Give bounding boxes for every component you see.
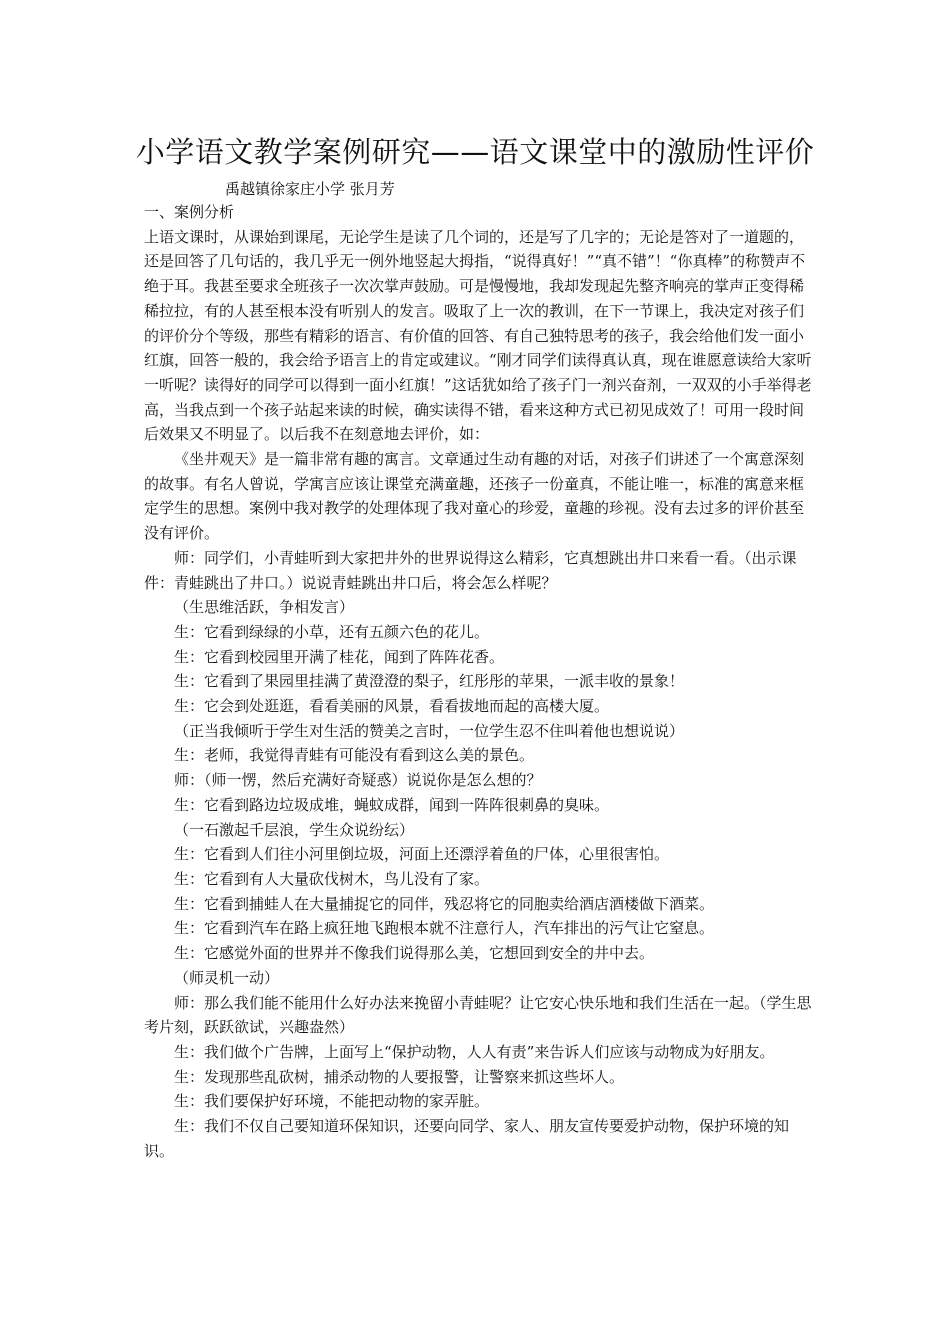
body-paragraph: 上语文课时，从课始到课尾，无论学生是读了几个词的，还是写了几字的；无论是答对了一道题的，还是回答了几句话的，我几乎无一例外地竖起大拇指，“说得真好！”“真不错”！“你真棒”的称赞声不绝于耳。我甚至要求全班孩子一次次掌声鼓励。可是慢慢地，我却发现起先整齐响亮的掌声正变得稀稀拉拉，有的人甚至根本没有听别人的发言。吸取了上一次的教训，在下一节课上，我决定对孩子们的评价分个等级，那些有精彩的语言、有价值的回答、有自己独特思考的孩子，我会给他们发一面小红旗，回答一般的，我会给予语言上的肯定或建议。“刚才同学们读得真认真，现在谁愿意读给大家听一听呢？读得好的同学可以得到一面小红旗！”这话犹如给了孩子门一剂兴奋剂，一双双的小手举得老高，当我点到一个孩子站起来读的时候，确实读得不错，看来这种方式已初见成效了！可用一段时间后效果又不明显了。以后我不在刻意地去评价，如： (144, 227, 812, 444)
body-paragraph: 生：我们不仅自己要知道环保知识，还要向同学、家人、朋友宣传要爱护动物，保护环境的知识。 (144, 1117, 790, 1160)
body-paragraph: 生：它看到捕蛙人在大量捕捉它的同伴，残忍将它的同胞卖给酒店酒楼做下酒菜。 (174, 894, 715, 913)
body-paragraph: 生：它看到了果园里挂满了黄澄澄的梨子，红彤彤的苹果，一派丰收的景象！ (174, 672, 685, 691)
section-heading: 一、案例分析 (144, 203, 235, 221)
author-line: 禹越镇徐家庄小学 张月芳 (225, 180, 395, 198)
document-title: 小学语文教学案例研究——语文课堂中的激励性评价 (135, 135, 815, 169)
body-paragraph: 生：发现那些乱砍树，捕杀动物的人要报警，让警察来抓这些坏人。 (174, 1067, 625, 1086)
body-paragraph: 生：它看到路边垃圾成堆，蝇蚊成群，闻到一阵阵很刺鼻的臭味。 (174, 795, 610, 814)
body-paragraph: 生：它看到校园里开满了桂花，闻到了阵阵花香。 (174, 647, 505, 666)
body-paragraph: （生思维活跃，争相发言） (174, 598, 355, 617)
body-paragraph: （正当我倾听于学生对生活的赞美之言时，一位学生忍不住叫着他也想说说） (174, 721, 685, 740)
body-paragraph: 《坐井观天》是一篇非常有趣的寓言。文章通过生动有趣的对话，对孩子们讲述了一个寓意深刻的故事。有名人曾说，学寓言应该让课堂充满童趣，还孩子一份童真，不能让唯一，标准的寓意来框定学生的思想。案例中我对教学的处理体现了我对童心的珍爱，童趣的珍视。没有去过多的评价甚至没有评价。 (144, 450, 805, 543)
body-paragraph: 生：它会到处逛逛，看看美丽的风景，看看拔地而起的高楼大厦。 (174, 697, 610, 716)
body-paragraph: 师：同学们，小青蛙听到大家把井外的世界说得这么精彩，它真想跳出井口来看一看。（出示课件：青蛙跳出了井口。）说说青蛙跳出井口后，将会怎么样呢？ (144, 548, 797, 592)
body-paragraph: 生：老师，我觉得青蛙有可能没有看到这么美的景色。 (174, 746, 535, 765)
body-paragraph: 生：它看到汽车在路上疯狂地飞跑根本就不注意行人，汽车排出的污气让它窒息。 (174, 919, 715, 938)
body-paragraph: 生：它感觉外面的世界并不像我们说得那么美，它想回到安全的井中去。 (174, 944, 655, 963)
body-paragraph: 师：那么我们能不能用什么好办法来挽留小青蛙呢？让它安心快乐地和我们生活在一起。（学生思考片刻，跃跃欲试，兴趣盎然） (144, 993, 812, 1037)
document-body (144, 200, 812, 1163)
body-paragraph: （师灵机一动） (174, 968, 280, 987)
body-paragraph: 生：它看到人们往小河里倒垃圾，河面上还漂浮着鱼的尸体，心里很害怕。 (174, 845, 670, 864)
body-paragraph: 生：它看到绿绿的小草，还有五颜六色的花儿。 (174, 622, 490, 641)
body-paragraph: 生：我们做个广告牌，上面写上“保护动物，人人有责”来告诉人们应该与动物成为好朋友。 (174, 1042, 775, 1061)
body-paragraph: 生：我们要保护好环境，不能把动物的家弄脏。 (174, 1092, 490, 1111)
body-paragraph: 师：（师一愣，然后充满好奇疑惑）说说你是怎么想的？ (174, 771, 542, 790)
body-paragraph: （一石激起千层浪，学生众说纷纭） (174, 820, 415, 839)
body-paragraph: 生：它看到有人大量砍伐树木，鸟儿没有了家。 (174, 869, 490, 888)
